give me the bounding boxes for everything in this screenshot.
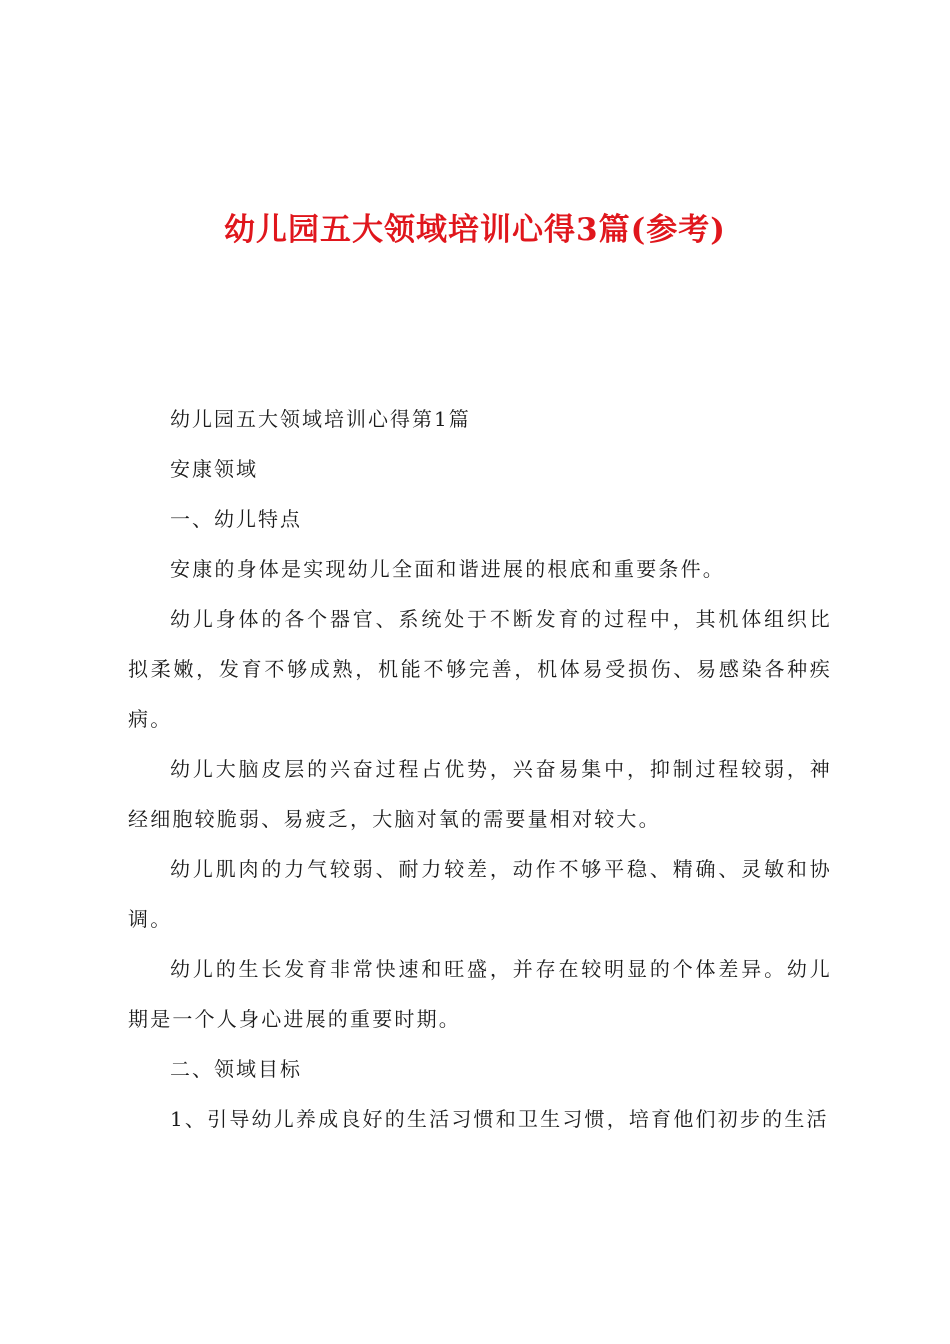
document-title: 幼儿园五大领域培训心得3篇(参考) <box>224 212 726 248</box>
section-heading-part-1: 幼儿园五大领域培训心得第1篇 <box>170 407 471 431</box>
paragraph: 幼儿大脑皮层的兴奋过程占优势，兴奋易集中，抑制过程较弱，神经细胞较脆弱、易疲乏，大脑对氧的需要量相对较大。 <box>128 757 832 831</box>
document-body <box>128 394 832 1144</box>
subheading-child-characteristics: 一、幼儿特点 <box>170 507 302 531</box>
section-heading-health-domain: 安康领域 <box>170 457 258 481</box>
paragraph: 幼儿身体的各个器官、系统处于不断发育的过程中，其机体组织比拟柔嫩，发育不够成熟，机能不够完善，机体易受损伤、易感染各种疾病。 <box>128 607 832 731</box>
paragraph: 幼儿肌肉的力气较弱、耐力较差，动作不够平稳、精确、灵敏和协调。 <box>128 857 832 931</box>
paragraph: 安康的身体是实现幼儿全面和谐进展的根底和重要条件。 <box>170 557 725 581</box>
paragraph: 1、引导幼儿养成良好的生活习惯和卫生习惯，培育他们初步的生活 <box>170 1107 829 1131</box>
subheading-domain-goals: 二、领域目标 <box>170 1057 302 1081</box>
paragraph: 幼儿的生长发育非常快速和旺盛，并存在较明显的个体差异。幼儿期是一个人身心进展的重要时期。 <box>128 957 832 1031</box>
